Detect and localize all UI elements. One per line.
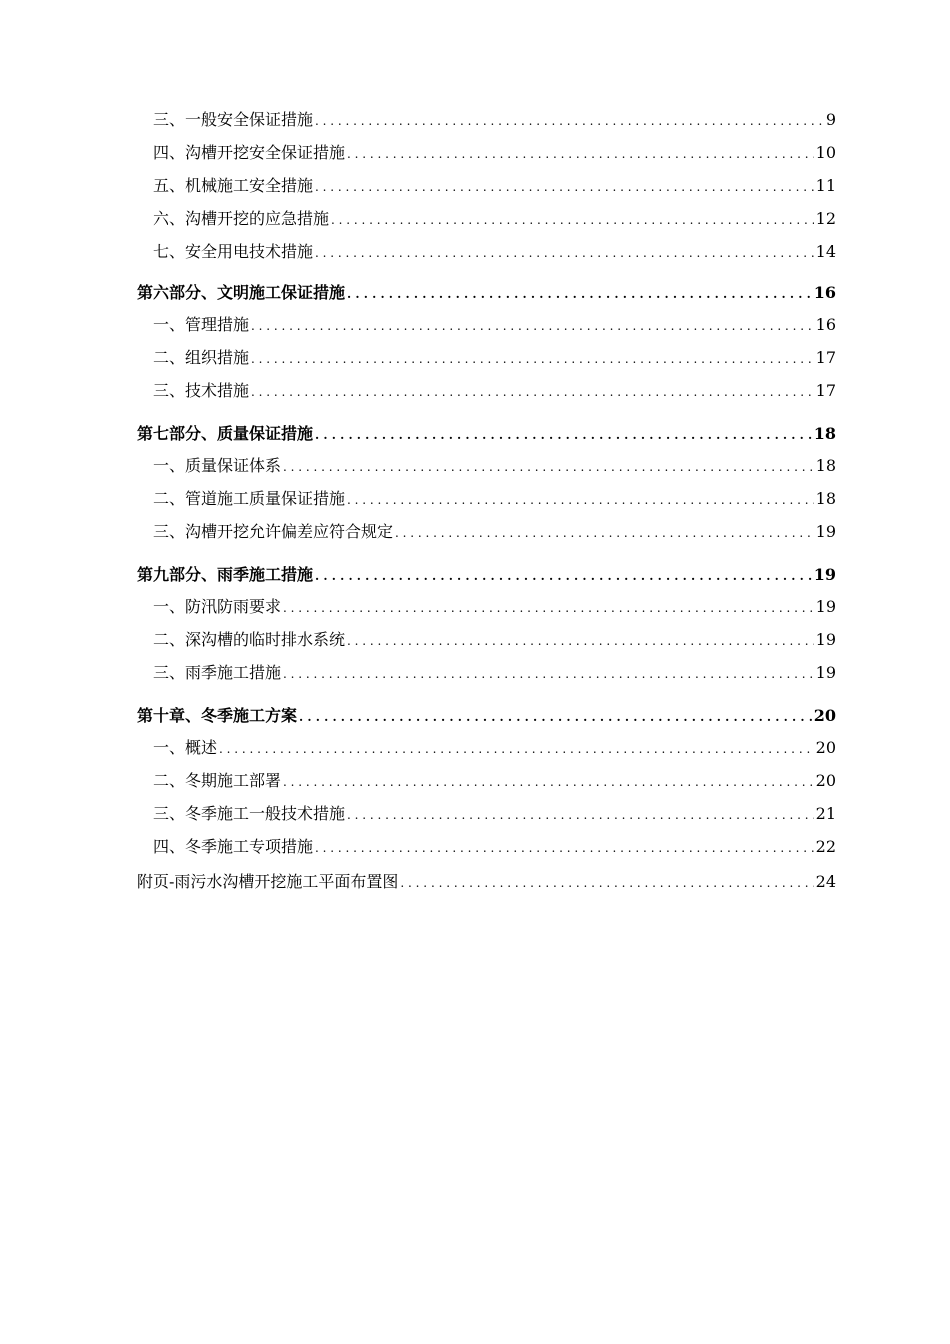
toc-leader-dots — [315, 837, 814, 858]
toc-entry-organization[interactable] — [0, 348, 950, 381]
toc-page-number: 14 — [815, 242, 836, 261]
toc-entry-title: 二、管道施工质量保证措施 — [153, 489, 346, 508]
toc-entry-title: 七、安全用电技术措施 — [153, 242, 314, 261]
toc-entry-technical[interactable] — [0, 381, 950, 414]
toc-entry-title: 三、技术措施 — [153, 381, 250, 400]
toc-leader-dots — [283, 663, 814, 684]
toc-entry-title: 三、沟槽开挖允许偏差应符合规定 — [153, 522, 394, 541]
toc-entry-title: 一、质量保证体系 — [153, 456, 282, 475]
toc-leader-dots — [347, 143, 814, 164]
toc-leader-dots — [251, 381, 814, 402]
toc-entry-title: 四、沟槽开挖安全保证措施 — [153, 143, 346, 162]
toc-leader-dots — [331, 209, 814, 230]
toc-leader-dots — [315, 110, 824, 131]
toc-entry-management[interactable] — [0, 315, 950, 348]
toc-section-title: 第十章、冬季施工方案 — [137, 706, 298, 725]
toc-page-number: 12 — [815, 209, 836, 228]
toc-page-number: 19 — [815, 663, 836, 682]
toc-page-number: 21 — [815, 804, 836, 823]
toc-entry-winter-general[interactable] — [0, 804, 950, 837]
toc-entry-pipe-quality[interactable] — [0, 489, 950, 522]
table-of-contents — [0, 110, 950, 905]
toc-entry-safety-general[interactable] — [0, 110, 950, 143]
toc-entry-title: 三、一般安全保证措施 — [153, 110, 314, 129]
toc-section-winter[interactable] — [0, 706, 950, 736]
toc-page-number: 16 — [813, 283, 836, 302]
toc-entry-title: 一、管理措施 — [153, 315, 250, 334]
toc-leader-dots — [347, 804, 814, 825]
toc-page-number: 10 — [815, 143, 836, 162]
toc-entry-title: 附页-雨污水沟槽开挖施工平面布置图 — [137, 872, 399, 891]
toc-page-number: 22 — [815, 837, 836, 856]
toc-page-number: 19 — [815, 522, 836, 541]
toc-entry-temporary-drainage[interactable] — [0, 630, 950, 663]
toc-entry-title: 六、沟槽开挖的应急措施 — [153, 209, 330, 228]
toc-entry-title: 二、深沟槽的临时排水系统 — [153, 630, 346, 649]
toc-leader-dots — [283, 597, 814, 618]
toc-leader-dots — [347, 283, 812, 304]
toc-entry-flood-prevention[interactable] — [0, 597, 950, 630]
toc-entry-machinery-safety[interactable] — [0, 176, 950, 209]
toc-entry-title: 三、冬季施工一般技术措施 — [153, 804, 346, 823]
toc-entry-title: 一、防汛防雨要求 — [153, 597, 282, 616]
toc-page-number: 9 — [825, 110, 836, 129]
toc-section-rainy-season[interactable] — [0, 565, 950, 595]
toc-page-number: 24 — [815, 872, 836, 891]
toc-page-number: 18 — [815, 489, 836, 508]
toc-leader-dots — [315, 565, 812, 586]
toc-entry-title: 三、雨季施工措施 — [153, 663, 282, 682]
toc-entry-trench-tolerance[interactable] — [0, 522, 950, 555]
toc-page-number: 18 — [813, 424, 836, 443]
toc-section-title: 第七部分、质量保证措施 — [137, 424, 314, 443]
toc-page-number: 20 — [813, 706, 836, 725]
toc-leader-dots — [315, 176, 814, 197]
toc-page-number: 20 — [815, 738, 836, 757]
toc-page-number: 11 — [815, 176, 836, 195]
toc-leader-dots — [283, 456, 814, 477]
toc-entry-trench-emergency[interactable] — [0, 209, 950, 242]
toc-leader-dots — [315, 424, 812, 445]
toc-leader-dots — [283, 771, 814, 792]
toc-section-quality[interactable] — [0, 424, 950, 454]
toc-leader-dots — [299, 706, 812, 727]
toc-page-number: 17 — [815, 381, 836, 400]
toc-leader-dots — [251, 315, 814, 336]
toc-page-number: 16 — [815, 315, 836, 334]
toc-entry-title: 二、冬期施工部署 — [153, 771, 282, 790]
toc-leader-dots — [395, 522, 814, 543]
toc-page-number: 19 — [815, 597, 836, 616]
toc-entry-title: 四、冬季施工专项措施 — [153, 837, 314, 856]
toc-page-number: 19 — [815, 630, 836, 649]
toc-entry-winter-special[interactable] — [0, 837, 950, 870]
toc-entry-title: 一、概述 — [153, 738, 218, 757]
toc-entry-appendix-layout[interactable] — [0, 872, 950, 905]
toc-entry-title: 五、机械施工安全措施 — [153, 176, 314, 195]
toc-section-title: 第九部分、雨季施工措施 — [137, 565, 314, 584]
toc-page-number: 17 — [815, 348, 836, 367]
toc-entry-rainy-measures[interactable] — [0, 663, 950, 696]
toc-leader-dots — [219, 738, 814, 759]
toc-entry-title: 二、组织措施 — [153, 348, 250, 367]
toc-page-number: 20 — [815, 771, 836, 790]
toc-leader-dots — [347, 630, 814, 651]
toc-page-number: 18 — [815, 456, 836, 475]
toc-entry-electrical-safety[interactable] — [0, 242, 950, 275]
toc-entry-quality-system[interactable] — [0, 456, 950, 489]
toc-page-number: 19 — [813, 565, 836, 584]
toc-leader-dots — [400, 872, 813, 893]
toc-leader-dots — [251, 348, 814, 369]
toc-section-civilized-construction[interactable] — [0, 283, 950, 313]
toc-leader-dots — [315, 242, 814, 263]
toc-entry-winter-deployment[interactable] — [0, 771, 950, 804]
toc-section-title: 第六部分、文明施工保证措施 — [137, 283, 346, 302]
toc-entry-trench-safety[interactable] — [0, 143, 950, 176]
toc-entry-overview[interactable] — [0, 738, 950, 771]
toc-leader-dots — [347, 489, 814, 510]
